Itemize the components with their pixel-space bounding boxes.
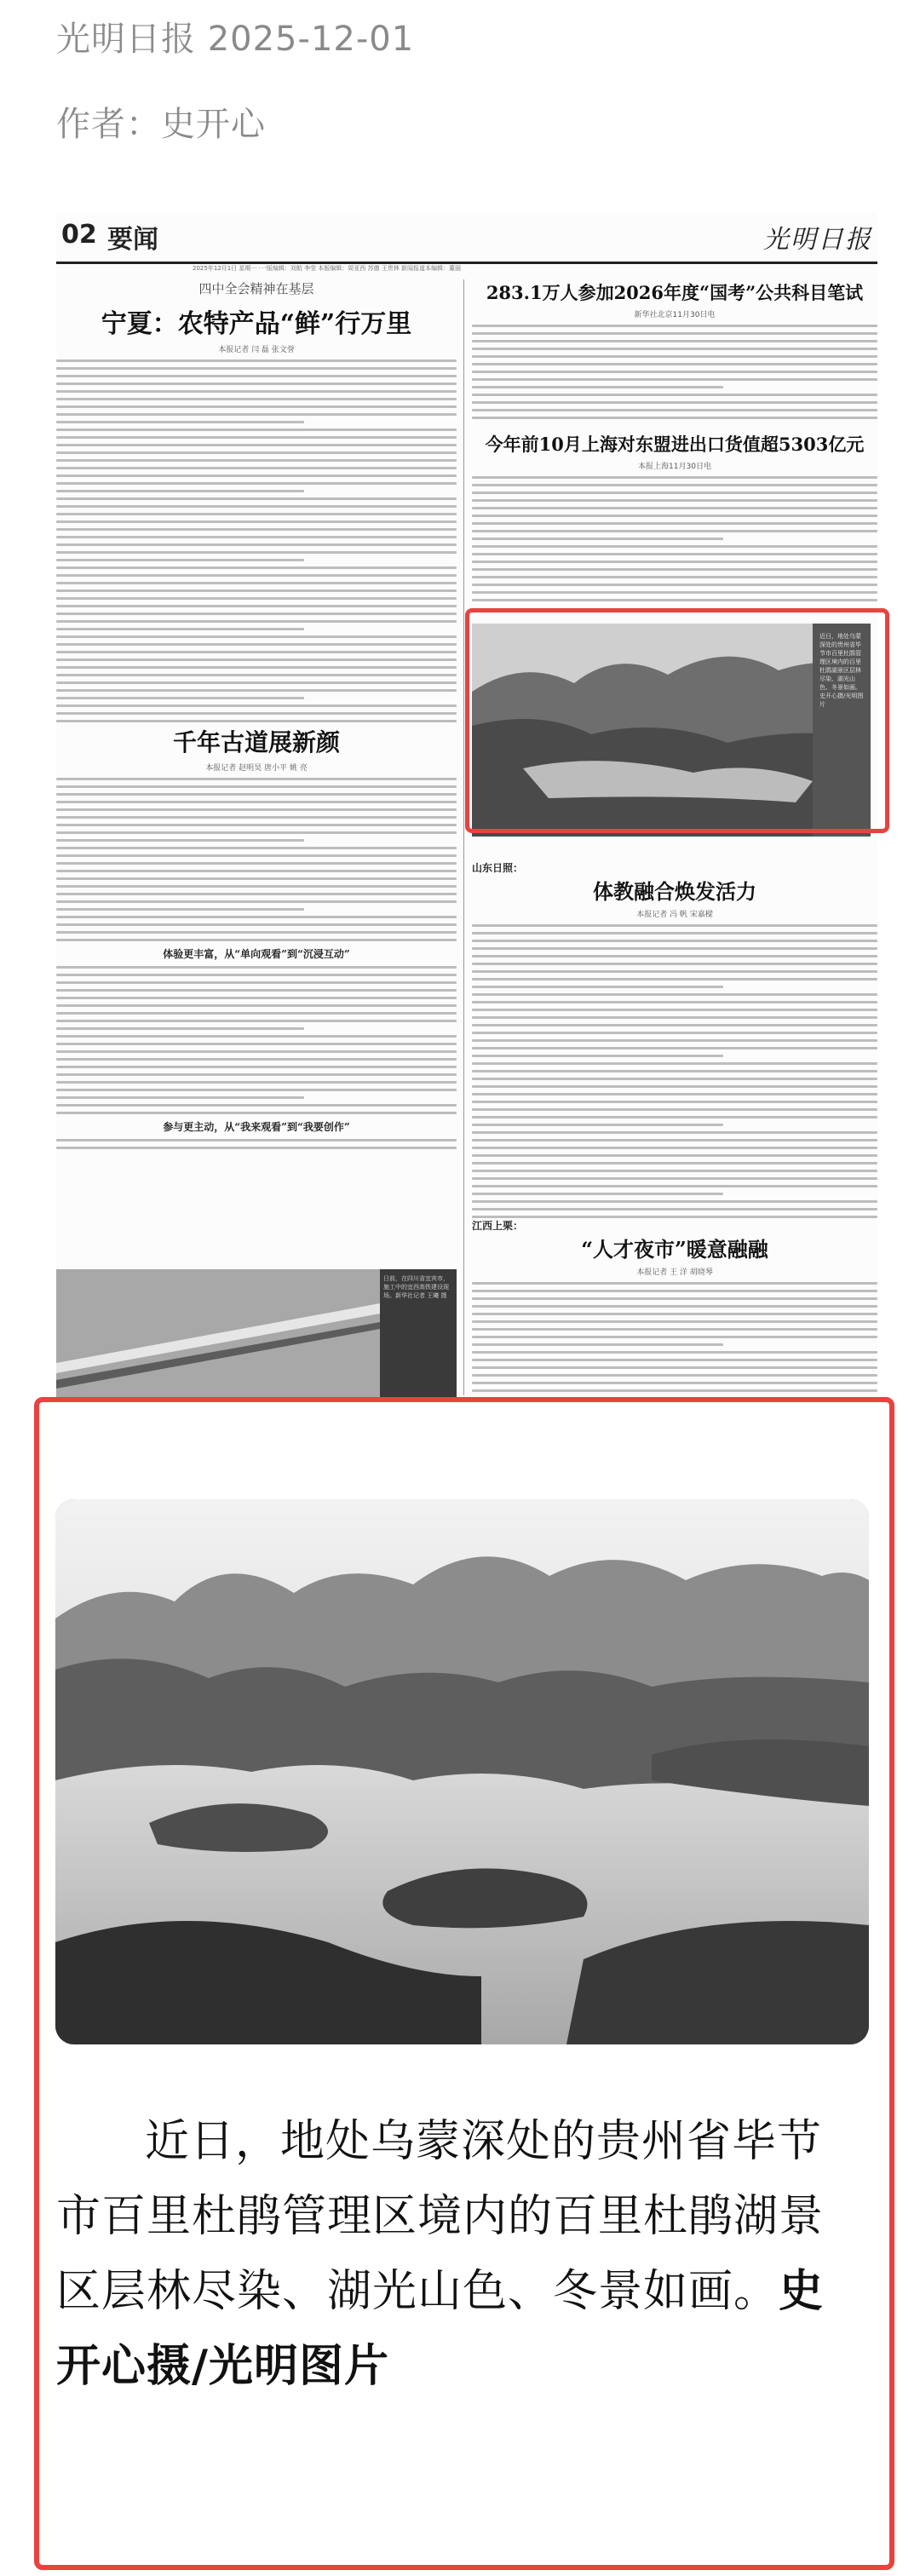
text-line <box>472 1078 877 1080</box>
text-line <box>472 348 877 350</box>
text-line <box>56 505 457 508</box>
text-line <box>56 1035 457 1038</box>
text-line <box>472 986 723 988</box>
text-line <box>56 681 457 684</box>
text-line <box>56 405 457 408</box>
text-line <box>56 1147 457 1149</box>
text-line <box>472 1039 877 1042</box>
text-line <box>56 574 457 577</box>
text-line <box>472 1297 877 1300</box>
text-line <box>472 1062 877 1065</box>
region-label: 江西上栗： <box>472 1220 524 1232</box>
text-line <box>472 409 877 411</box>
text-line <box>472 386 723 388</box>
text-line <box>56 658 457 661</box>
text-line <box>472 545 877 548</box>
text-line <box>472 1366 877 1369</box>
text-line <box>472 1389 877 1392</box>
text-line <box>472 1024 877 1026</box>
text-line <box>56 854 457 857</box>
article-title: 今年前10月上海对东盟进出口货值超5303亿元 <box>485 434 865 455</box>
text-line <box>56 785 457 788</box>
text-line <box>472 1351 877 1354</box>
article-body <box>56 778 457 941</box>
text-line <box>472 940 877 942</box>
text-line <box>472 1343 723 1346</box>
text-line <box>472 332 877 335</box>
text-line <box>56 421 304 423</box>
text-line <box>472 1124 723 1126</box>
text-line <box>56 589 457 592</box>
text-line <box>56 862 457 865</box>
text-line <box>56 666 457 669</box>
article-header <box>0 0 920 204</box>
article-byline: 本报记者 王 洋 胡晓琴 <box>636 1268 713 1277</box>
text-line <box>56 1012 457 1015</box>
article-body <box>472 476 877 601</box>
text-line <box>472 378 877 381</box>
text-line <box>472 1177 877 1180</box>
text-line <box>56 893 457 895</box>
article-byline: 本报记者 冯 帆 宋嘉樑 <box>636 911 713 919</box>
text-line <box>56 885 457 888</box>
text-line <box>472 1108 877 1111</box>
text-line <box>56 390 457 393</box>
text-line <box>56 1139 457 1141</box>
article-title: 体教融合焕发活力 <box>593 879 756 904</box>
text-line <box>472 1093 877 1095</box>
text-line <box>56 1096 304 1099</box>
text-line <box>56 778 457 780</box>
article-subhead: 参与更主动，从“我来观看”到“我要创作” <box>163 1121 350 1133</box>
text-line <box>472 371 877 373</box>
article-subhead: 体验更丰富，从“单向观看”到“沉浸互动” <box>163 948 350 960</box>
text-line <box>56 1066 457 1068</box>
text-line <box>472 401 877 404</box>
text-line <box>472 1085 877 1088</box>
article-body <box>472 1282 877 1397</box>
text-line <box>472 553 877 555</box>
text-line <box>472 978 877 980</box>
text-line <box>56 839 304 842</box>
text-line <box>56 1020 457 1022</box>
text-line <box>472 1208 877 1210</box>
text-line <box>472 1200 877 1203</box>
text-line <box>56 989 457 992</box>
text-line <box>56 482 457 485</box>
photo-caption <box>56 2104 865 2404</box>
text-line <box>56 877 457 880</box>
lake-photo[interactable] <box>55 1499 869 2044</box>
text-line <box>56 543 457 546</box>
text-line <box>56 801 457 803</box>
lake-photo-image <box>55 1499 869 2044</box>
text-line <box>56 643 457 646</box>
article-body <box>56 359 457 722</box>
text-line <box>56 916 457 918</box>
text-line <box>56 620 457 623</box>
text-line <box>472 993 877 996</box>
text-line <box>472 1131 877 1134</box>
text-line <box>472 1009 877 1011</box>
text-line <box>472 1305 877 1308</box>
text-line <box>56 981 457 984</box>
text-line <box>56 651 457 653</box>
text-line <box>56 528 457 531</box>
text-line <box>56 635 457 638</box>
text-line <box>472 1320 877 1323</box>
text-line <box>472 591 877 594</box>
text-line <box>472 1359 877 1361</box>
text-line <box>56 1112 457 1114</box>
article-title: “人才夜市”暖意融融 <box>581 1237 768 1262</box>
article-guokao <box>472 279 877 424</box>
text-line <box>56 398 457 400</box>
text-line <box>472 499 877 502</box>
article-byline: 本报记者 赵明昊 唐小平 姚 亮 <box>205 764 308 773</box>
text-line <box>56 908 304 911</box>
text-line <box>472 530 877 532</box>
article-ancient-road <box>56 724 457 1150</box>
text-line <box>472 522 877 525</box>
caption-text: 近日，地处乌蒙深处的贵州省毕节市百里杜鹃管理区境内的百里杜鹃湖景区层林尽染、湖光山色、冬景如画。 <box>56 2116 825 2317</box>
bridge-photo-caption: 日前，在四川省宜宾市，施工中的宜西高铁建设现场。新华社记者 王曦 摄 <box>383 1275 449 1299</box>
text-line <box>472 1382 877 1384</box>
text-line <box>472 538 723 540</box>
article-body <box>472 325 877 424</box>
text-line <box>472 363 877 365</box>
text-line <box>472 515 877 517</box>
text-line <box>56 612 457 615</box>
article-body <box>472 924 877 1218</box>
text-line <box>56 1043 457 1045</box>
text-line <box>56 582 457 584</box>
article-rizhao <box>472 860 877 1218</box>
article-byline: 本报上海11月30日电 <box>638 463 711 471</box>
text-line <box>56 997 457 999</box>
text-line <box>56 428 457 431</box>
text-line <box>472 584 877 586</box>
page-meta: 2025年12月1日 星期一 ·一版编辑：刘航 李莹 本版编辑：周亚西 苏德 王贵林 新闻报道本编辑：董丽 <box>193 265 461 272</box>
caption-credit: 史开心摄/光明图片 <box>56 2266 825 2392</box>
author-label: 作者：史开心 <box>56 105 266 144</box>
small-photo-caption: 近日，地处乌蒙深处的贵州省毕节市百里杜鹃管理区境内的百里杜鹃湖景区层林尽染、湖光山色、冬景如画。史开心摄/光明图片 <box>819 633 864 708</box>
text-line <box>56 1027 304 1030</box>
article-title: 千年古道展新颜 <box>172 728 340 756</box>
text-line <box>56 1050 457 1053</box>
text-line <box>472 1016 877 1019</box>
article-body <box>56 966 457 1114</box>
text-line <box>472 1116 877 1118</box>
source-date: 光明日报 2025-12-01 <box>56 20 415 59</box>
text-line <box>472 340 877 342</box>
text-line <box>56 900 457 903</box>
text-line <box>472 1290 877 1292</box>
text-line <box>472 963 877 965</box>
text-line <box>56 382 457 385</box>
text-line <box>472 924 877 927</box>
text-line <box>56 551 457 554</box>
text-line <box>56 808 457 811</box>
text-line <box>472 1162 877 1164</box>
text-line <box>472 1193 723 1195</box>
text-line <box>56 704 457 707</box>
text-line <box>56 674 457 676</box>
newspaper-bridge-photo[interactable] <box>56 1269 457 1397</box>
article-kicker: 四中全会精神在基层 <box>198 281 314 296</box>
text-line <box>56 359 457 362</box>
text-line <box>472 1170 877 1172</box>
text-line <box>472 417 877 419</box>
text-line <box>56 474 457 477</box>
text-line <box>56 536 457 538</box>
text-line <box>472 1374 877 1377</box>
text-line <box>56 816 457 819</box>
article-body <box>56 1139 457 1150</box>
text-line <box>56 966 457 969</box>
text-line <box>56 939 457 941</box>
text-line <box>56 689 457 692</box>
text-line <box>472 394 877 396</box>
text-line <box>56 513 457 515</box>
text-line <box>56 559 304 561</box>
text-line <box>56 628 304 630</box>
text-line <box>472 1313 877 1315</box>
text-line <box>56 1058 457 1061</box>
article-ningxia <box>56 279 457 722</box>
text-line <box>56 1089 457 1091</box>
text-line <box>56 831 457 834</box>
highlight-box-small <box>465 608 889 833</box>
text-line <box>56 923 457 926</box>
text-line <box>472 1139 877 1141</box>
text-line <box>472 947 877 950</box>
text-line <box>472 1001 877 1003</box>
article-byline: 新华社北京11月30日电 <box>634 311 716 319</box>
text-line <box>472 1055 723 1057</box>
page-section: 要闻 <box>107 225 158 255</box>
text-line <box>472 1032 877 1034</box>
text-line <box>472 568 877 571</box>
text-line <box>56 451 457 454</box>
text-line <box>472 355 877 358</box>
text-line <box>472 476 877 479</box>
text-line <box>472 1154 877 1157</box>
text-line <box>56 870 457 872</box>
masthead-logo: 光明日报 <box>763 225 872 255</box>
text-line <box>472 325 877 327</box>
text-line <box>472 492 877 494</box>
text-line <box>56 697 304 699</box>
text-line <box>56 712 457 715</box>
page-number: 02 <box>61 220 97 250</box>
text-line <box>472 561 877 563</box>
article-shangli <box>472 1218 877 1397</box>
article-byline: 本报记者 闫 磊 张文誉 <box>218 346 295 354</box>
text-line <box>56 931 457 934</box>
article-title: 283.1万人参加2026年度“国考”公共科目笔试 <box>486 282 864 303</box>
text-line <box>56 597 457 600</box>
text-line <box>56 974 457 976</box>
article-title: 宁夏：农特产品“鲜”行万里 <box>101 309 412 339</box>
text-line <box>472 1336 877 1338</box>
text-line <box>56 566 457 569</box>
text-line <box>56 375 457 377</box>
text-line <box>472 955 877 957</box>
text-line <box>472 1185 877 1187</box>
text-line <box>56 436 457 439</box>
text-line <box>472 1147 877 1149</box>
text-line <box>472 1047 877 1049</box>
text-line <box>472 1101 877 1103</box>
article-shanghai <box>472 431 877 601</box>
text-line <box>56 720 457 722</box>
text-line <box>472 1282 877 1285</box>
text-line <box>472 970 877 973</box>
text-line <box>56 413 457 416</box>
column-divider <box>463 279 464 1395</box>
text-line <box>56 1073 457 1076</box>
text-line <box>472 599 877 601</box>
text-line <box>472 484 877 486</box>
text-line <box>472 1070 877 1072</box>
newspaper-page-header <box>56 213 877 264</box>
region-label: 山东日照： <box>472 862 524 874</box>
text-line <box>56 1004 457 1007</box>
text-line <box>56 459 457 462</box>
text-line <box>472 507 877 509</box>
text-line <box>56 367 457 370</box>
text-line <box>56 490 304 492</box>
text-line <box>56 497 457 500</box>
text-line <box>56 824 457 826</box>
text-line <box>56 605 457 607</box>
text-line <box>56 520 457 523</box>
text-line <box>472 932 877 934</box>
text-line <box>56 847 457 849</box>
text-line <box>56 793 457 796</box>
text-line <box>56 467 457 469</box>
text-line <box>56 1081 457 1084</box>
text-line <box>472 1328 877 1331</box>
text-line <box>472 576 877 578</box>
text-line <box>56 1104 457 1107</box>
text-line <box>56 444 457 446</box>
